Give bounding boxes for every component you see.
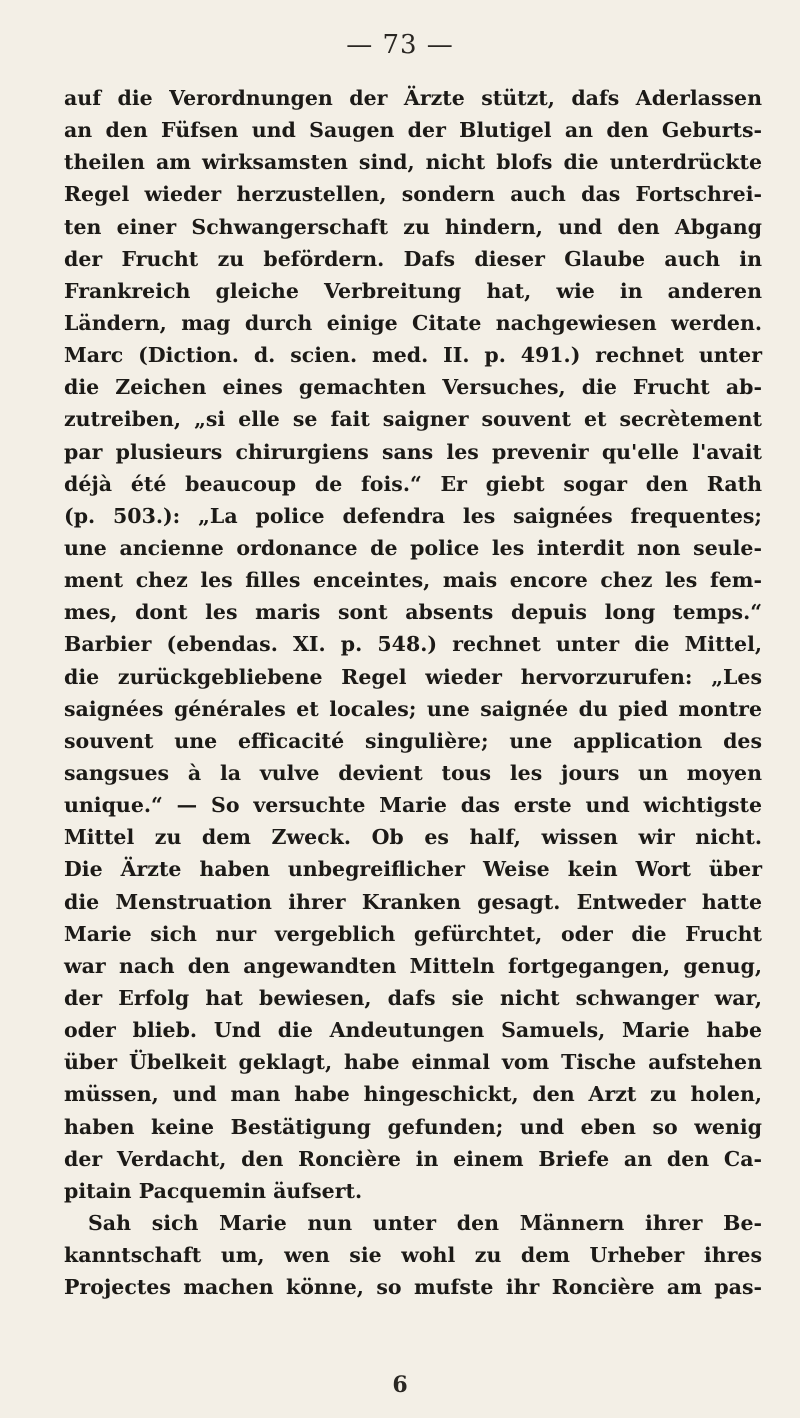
text-line: Barbier (ebendas. XI. p. 548.) rechnet unter die Mittel, [64, 632, 762, 657]
text-line: Projectes machen könne, so mufste ihr Roncière am pas- [64, 1275, 762, 1300]
text-line: unique.“ — So versuchte Marie das erste und wichtigste [64, 793, 762, 818]
text-line: müssen, und man habe hingeschickt, den Arzt zu holen, [64, 1082, 762, 1107]
text-line: saignées générales et locales; une saignée du pied montre [64, 696, 762, 721]
text-line: souvent une efficacité singulière; une application des [64, 728, 762, 753]
page-header: — 73 — [346, 30, 454, 60]
text-line: kanntschaft um, wen sie wohl zu dem Urheber ihres [64, 1243, 762, 1268]
text-line: der Frucht zu befördern. Dafs dieser Glaube auch in [64, 246, 762, 271]
text-line: der Erfolg hat bewiesen, dafs sie nicht schwanger war, [64, 985, 762, 1010]
body-text [64, 82, 762, 1303]
text-line: auf die Verordnungen der Ärzte stützt, dafs Aderlassen [64, 86, 762, 110]
text-line: oder blieb. Und die Andeutungen Samuels, Marie habe [64, 1018, 762, 1043]
text-line: über Übelkeit geklagt, habe einmal vom Tische aufstehen [64, 1050, 762, 1075]
text-line: ten einer Schwangerschaft zu hindern, und den Abgang [64, 214, 762, 239]
signature-mark: 6 [392, 1372, 408, 1398]
text-line: Marc (Diction. d. scien. med. II. p. 491.) rechnet unter [64, 343, 762, 368]
text-line: par plusieurs chirurgiens sans les prevenir qu'elle l'avait [64, 439, 762, 464]
text-line: Marie sich nur vergeblich gefürchtet, oder die Frucht [64, 921, 762, 946]
text-line: die zurückgebliebene Regel wieder hervorzurufen: „Les [64, 664, 762, 689]
text-line: die Menstruation ihrer Kranken gesagt. Entweder hatte [64, 889, 762, 914]
text-line: déjà été beaucoup de fois.“ Er giebt sogar den Rath [64, 471, 762, 496]
text-line: Sah sich Marie nun unter den Männern ihrer Be- [88, 1210, 762, 1235]
text-line: (p. 503.): „La police defendra les saignées frequentes; [64, 503, 762, 528]
text-line: die Zeichen eines gemachten Versuches, die Frucht ab- [64, 375, 762, 400]
text-line: Die Ärzte haben unbegreiflicher Weise kein Wort über [64, 857, 762, 882]
text-line: haben keine Bestätigung gefunden; und eben so wenig [64, 1114, 762, 1139]
text-line: ment chez les filles enceintes, mais encore chez les fem- [64, 568, 762, 593]
text-line: theilen am wirksamsten sind, nicht blofs die unterdrückte [64, 150, 762, 175]
text-line: une ancienne ordonance de police les interdit non seule- [64, 535, 762, 560]
text-line: Mittel zu dem Zweck. Ob es half, wissen wir nicht. [64, 825, 762, 850]
text-line: an den Füfsen und Saugen der Blutigel an den Geburts- [64, 118, 762, 143]
text-line: sangsues à la vulve devient tous les jours un moyen [64, 760, 762, 785]
text-line: zutreiben, „si elle se fait saigner souvent et secrètement [64, 407, 762, 432]
text-line: mes, dont les maris sont absents depuis long temps.“ [64, 600, 762, 625]
text-line: war nach den angewandten Mitteln fortgegangen, genug, [64, 953, 762, 978]
text-line: der Verdacht, den Roncière in einem Briefe an den Ca- [64, 1146, 762, 1171]
text-line: Ländern, mag durch einige Citate nachgewiesen werden. [64, 310, 762, 335]
text-line: pitain Pacquemin äufsert. [64, 1178, 363, 1203]
text-line: Frankreich gleiche Verbreitung hat, wie in anderen [64, 278, 762, 303]
text-line: Regel wieder herzustellen, sondern auch das Fortschrei- [64, 182, 762, 207]
